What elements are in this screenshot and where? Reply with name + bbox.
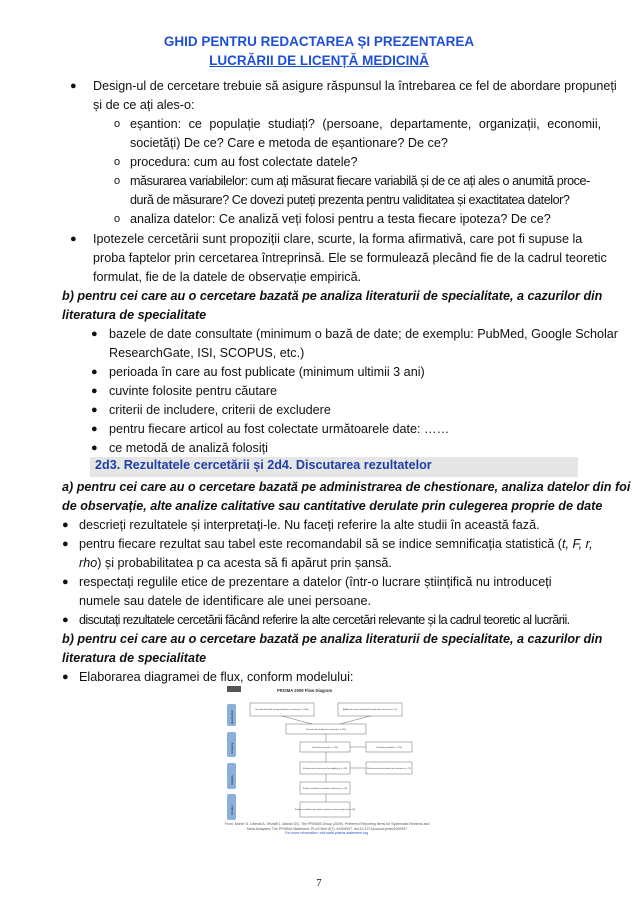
text-line: ResearchGate, ISI, SCOPUS, etc.) — [109, 346, 305, 360]
subheading: b) pentru cei care au o cercetare bazată pe analiza literaturii de specialitate, a cazurilor din — [62, 632, 603, 646]
text-line: procedura: cum au fost colectate datele? — [130, 155, 358, 169]
box-text: Studies included in quantitative synthesis (meta-analysis) (n = 58) — [294, 809, 356, 811]
bullet-icon: ● — [91, 423, 98, 435]
caption-citation: From: Moher D, Liberati A, Tetzlaff J, Altman DG, The PRISMA Group (2009). Preferred Reporting Items for Systematic Reviews and Meta-Analyses: The PRISMA Statement. PLoS Med 6(7): e1000097. doi:10.1371/journal.pmed1000097 — [224, 822, 430, 831]
text-line: perioada în care au fost publicate (minimum ultimii 3 ani) — [109, 365, 425, 379]
text-line: și de ce ați ales-o: — [93, 98, 195, 112]
document-header — [0, 32, 638, 70]
text-line: măsurarea variabilelor: cum ați măsurat fiecare variabilă și de ce ați ales o anumită proce- — [130, 174, 590, 188]
text-line: Ipotezele cercetării sunt propoziții clare, scurte, la forma afirmativă, care pot fi supuse la — [93, 232, 583, 246]
box-text: Full-text articles excluded, with reasons (n = 72) — [366, 768, 412, 770]
text-line — [79, 535, 593, 554]
circle-bullet-icon: o — [114, 213, 121, 225]
text-line: cuvinte folosite pentru căutare — [109, 384, 278, 398]
page-number: 7 — [316, 877, 322, 889]
text-line: bazele de date consultate (minimum o bază de date; de exemplu: PubMed, Google Scholar — [109, 327, 618, 341]
box-text: Records screened (n = 700) — [312, 747, 338, 749]
caption-link: For more information, visit www.prisma-statement.org. — [285, 831, 369, 835]
bullet-icon: ● — [91, 385, 98, 397]
bullet-icon: ● — [91, 404, 98, 416]
box-text: Records excluded (n = 570) — [376, 747, 402, 749]
subheading: a) pentru cei care au o cercetare bazată pe administrarea de chestionare, analiza datelor din foi — [62, 480, 631, 494]
text-line: Elaborarea diagramei de flux, conform modelului: — [79, 670, 354, 684]
box-text: Studies included in qualitative synthesis (n = 58) — [302, 788, 348, 790]
logo-icon — [227, 686, 241, 692]
box-text: Full-text articles assessed for eligibility (n = 130) — [302, 768, 348, 770]
subheading: de observație, alte analize calitative sau cantitative derulate prin culegerea proprie de date — [62, 499, 603, 513]
text-line: societăți) De ce? Care e metoda de eșantionare? De ce? — [130, 136, 448, 150]
bullet-icon: ● — [70, 80, 77, 92]
text-line: ce metodă de analiză folosiți — [109, 441, 268, 455]
diagram-title: PRISMA 2009 Flow Diagram — [277, 688, 333, 693]
subheading: literatura de specialitate — [62, 308, 207, 322]
text-line: Design-ul de cercetare trebuie să asigure răspunsul la întrebarea ce fel de abordare propuneți — [93, 79, 617, 93]
text-line: formulat, fie de la datele de observație empirică. — [93, 270, 362, 284]
italic-span: rho — [79, 556, 98, 570]
circle-bullet-icon: o — [114, 175, 121, 187]
side-label-text: Eligibility — [231, 775, 234, 785]
section-heading-text: 2d3. Rezultatele cercetării și 2d4. Discutarea rezultatelor — [95, 458, 432, 472]
bullet-icon: ● — [62, 576, 69, 588]
text-line: analiza datelor: Ce analiză veți folosi pentru a testa fiecare ipoteza? De ce? — [130, 212, 551, 226]
bullet-icon: ● — [91, 366, 98, 378]
section-heading — [90, 457, 578, 477]
bullet-icon: ● — [91, 328, 98, 340]
text-line: eșantion: ce populație studiați? (persoane, departamente, organizații, economii, — [130, 117, 602, 131]
text-line: discutați rezultatele cercetării făcând referire la alte cercetări relevante și la cadrul teoretic al lucrării. — [79, 613, 570, 627]
text-line: numele sau datele de identificare ale unei persoane. — [79, 594, 371, 608]
header-line-2: LUCRĂRII DE LICENȚĂ MEDICINĂ — [209, 53, 429, 68]
text-line: pentru fiecare articol au fost colectate următoarele date: …… — [109, 422, 450, 436]
text-line: proba faptelor prin cercetarea întreprinsă. Ele se formulează plecând fie de la cadrul teoretic — [93, 251, 607, 265]
subheading: literatura de specialitate — [62, 651, 207, 665]
bullet-icon: ● — [70, 233, 77, 245]
text-line: criterii de includere, criterii de excludere — [109, 403, 331, 417]
subheading: b) pentru cei care au o cercetare bazată pe analiza literaturii de specialitate, a cazurilor din — [62, 289, 603, 303]
bullet-icon: ● — [91, 442, 98, 454]
text-line: descrieți rezultatele și interpretați-le. Nu faceți referire la alte studii în această fază. — [79, 518, 540, 532]
side-label-text: Identification — [231, 709, 234, 724]
header-line-1: GHID PENTRU REDACTAREA ȘI PREZENTAREA — [163, 34, 475, 49]
bullet-icon: ● — [62, 519, 69, 531]
box-text: Additional records identified through other sources (n = 10) — [342, 709, 398, 711]
bullet-icon: ● — [62, 671, 69, 683]
prisma-flow-diagram — [222, 684, 432, 834]
circle-bullet-icon: o — [114, 156, 121, 168]
text-span: pentru fiecare rezultat sau tabel este recomandabil să se indice semnificația statistică ( — [79, 537, 563, 551]
box-text: Records after duplicates removed (n = 950) — [305, 729, 347, 731]
side-label-text: Screening — [231, 742, 234, 754]
text-line: dură de măsurare? Ce dovezi puteți prezenta pentru validitatea și exactitatea datelor? — [130, 193, 570, 207]
text-line: respectați regulile etice de prezentare a datelor (într-o lucrare științifică nu introduceți — [79, 575, 552, 589]
side-label-text: Included — [231, 805, 234, 815]
bullet-icon: ● — [62, 538, 69, 550]
text-line — [79, 554, 392, 573]
box-text: Records identified through database searching (n = 1000) — [255, 709, 309, 711]
circle-bullet-icon: o — [114, 118, 121, 130]
text-span: ) și probabilitatea p ca acesta să fi apărut prin șansă. — [97, 556, 392, 570]
bullet-icon: ● — [62, 614, 69, 626]
diagram-caption — [222, 822, 432, 836]
italic-span: t, F, r, — [562, 537, 593, 551]
